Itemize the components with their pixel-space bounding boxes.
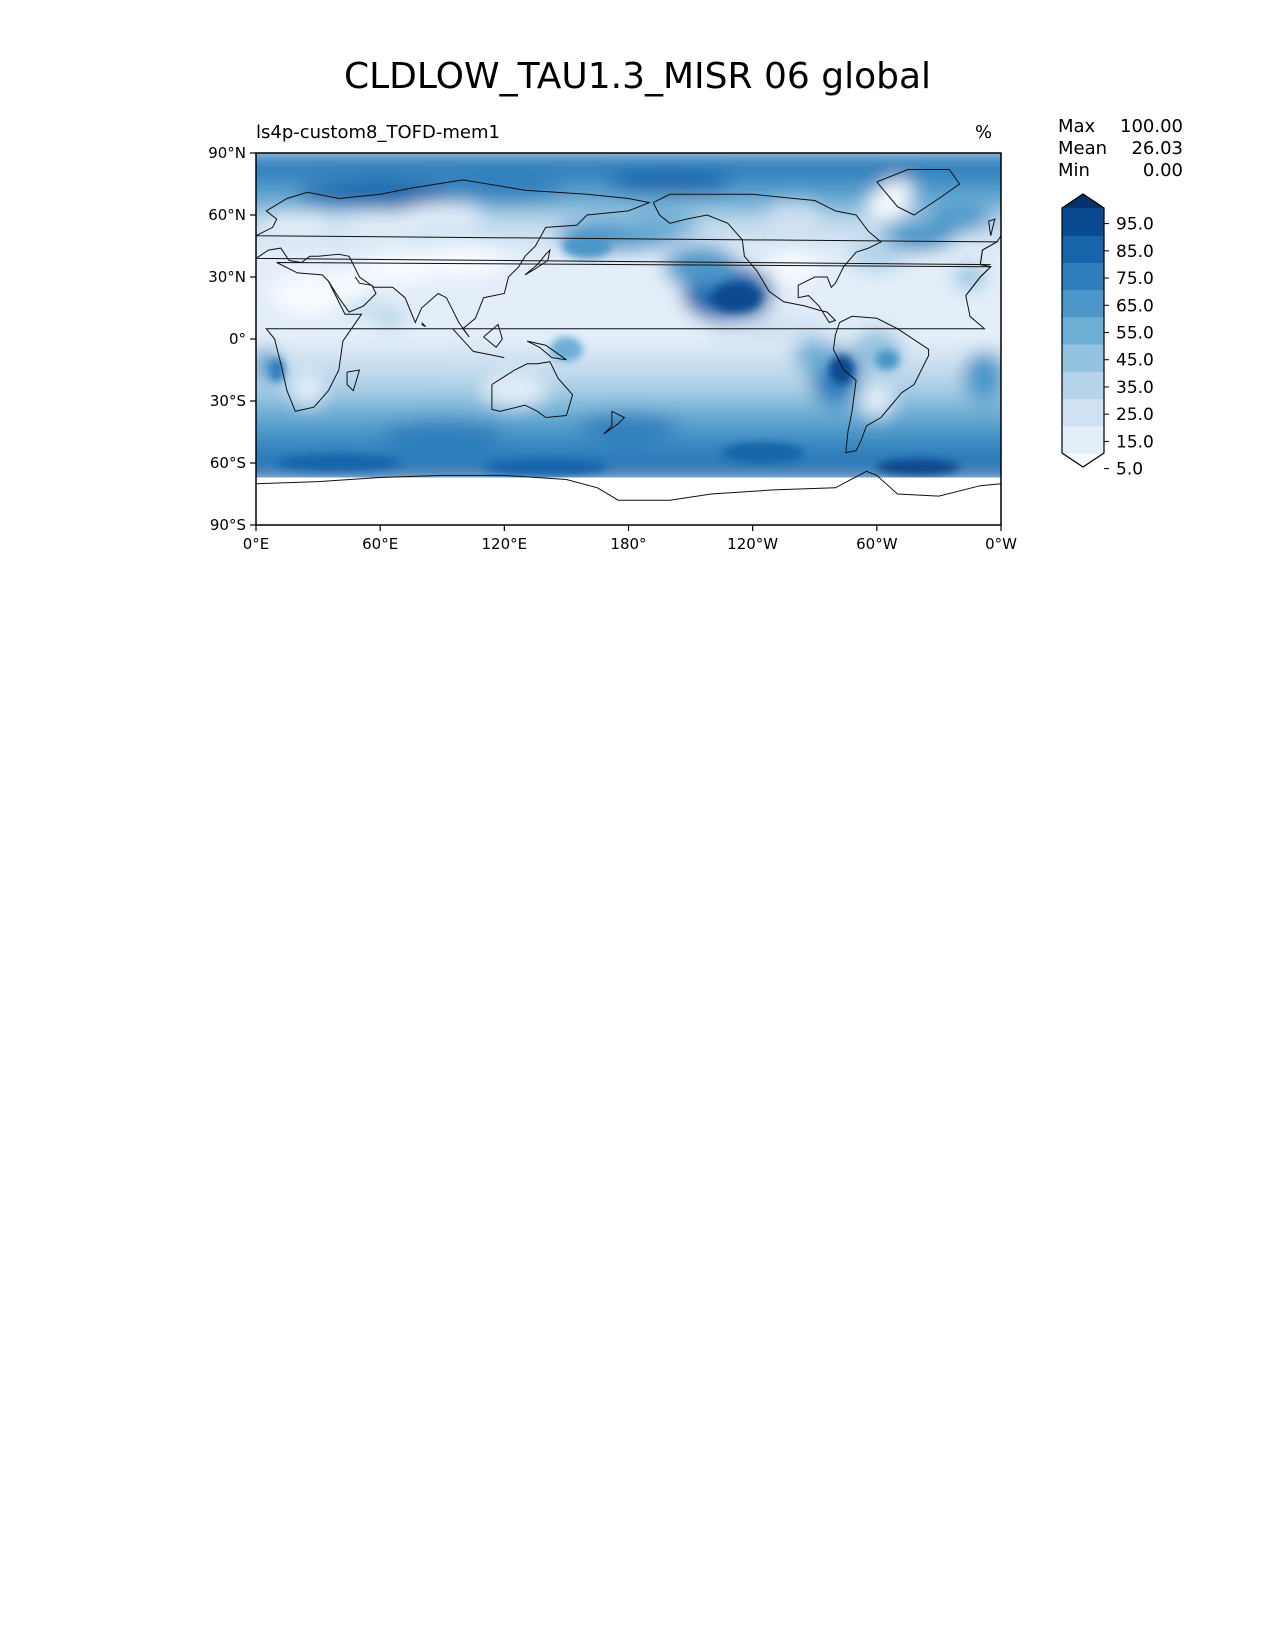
cloud-region xyxy=(953,265,986,290)
y-tick-label: 30°S xyxy=(209,392,246,410)
x-tick-label: 60°W xyxy=(856,535,898,553)
clear-region xyxy=(291,374,324,407)
stat-min-label: Min xyxy=(1058,160,1090,181)
x-tick-label: 0°E xyxy=(242,535,270,553)
clear-region xyxy=(260,213,335,238)
colorbar-extend-max xyxy=(1062,194,1104,208)
y-tick-label: 60°S xyxy=(209,454,246,472)
units-label: % xyxy=(975,122,993,143)
colorbar-label: 75.0 xyxy=(1116,269,1154,290)
cloud-region xyxy=(929,207,991,232)
cloud-region xyxy=(664,246,739,287)
colorbar-segment xyxy=(1062,290,1104,318)
colorbar-label: 95.0 xyxy=(1116,214,1154,235)
colorbar-label: 65.0 xyxy=(1116,296,1154,317)
x-tick-label: 180° xyxy=(610,535,647,553)
clear-region xyxy=(860,384,893,417)
y-tick-label: 30°N xyxy=(208,268,246,286)
clear-region xyxy=(504,271,545,304)
colorbar-segment xyxy=(1062,399,1104,427)
y-tick-label: 90°S xyxy=(209,516,246,534)
cloud-region xyxy=(722,442,805,463)
colorbar-segment xyxy=(1062,426,1104,454)
colorbar-label: 55.0 xyxy=(1116,323,1154,344)
cloud-region xyxy=(380,420,504,445)
cloud-region xyxy=(422,347,505,372)
stat-mean-value: 26.03 xyxy=(1131,138,1183,159)
cloud-region xyxy=(877,459,960,476)
cloud-region xyxy=(484,459,608,476)
cloud-region xyxy=(794,339,835,372)
colorbar-extend-min xyxy=(1062,453,1104,467)
y-tick-label: 60°N xyxy=(208,206,246,224)
cloud-region xyxy=(848,240,906,273)
cloud-region xyxy=(562,234,612,259)
y-axis xyxy=(208,144,256,534)
lat-band xyxy=(226,391,1031,406)
field-soft-layer xyxy=(226,153,1031,478)
colorbar xyxy=(1062,194,1154,480)
cloud-region xyxy=(711,283,761,312)
colorbar-segment xyxy=(1062,317,1104,345)
cloud-region xyxy=(277,455,401,472)
no-data-antarctica xyxy=(256,477,1001,525)
map-subtitle: ls4p-custom8_TOFD-mem1 xyxy=(256,122,500,143)
cloud-region xyxy=(618,213,701,238)
y-tick-label: 90°N xyxy=(208,144,246,162)
colorbar-segment xyxy=(1062,208,1104,236)
cloud-region xyxy=(577,413,680,438)
lat-band xyxy=(226,153,1031,179)
x-tick-label: 120°W xyxy=(727,535,779,553)
cloud-region xyxy=(442,180,566,201)
colorbar-segment xyxy=(1062,371,1104,399)
clear-region xyxy=(881,180,914,201)
colorbar-label: 5.0 xyxy=(1116,459,1144,480)
y-tick-label: 0° xyxy=(228,330,246,348)
figure-title: CLDLOW_TAU1.3_MISR 06 global xyxy=(343,56,932,97)
x-tick-label: 0°W xyxy=(985,535,1017,553)
lat-band xyxy=(226,349,1031,371)
lat-band xyxy=(226,329,1031,351)
cloud-region xyxy=(875,349,900,370)
colorbar-label: 25.0 xyxy=(1116,405,1154,426)
colorbar-segment xyxy=(1062,262,1104,290)
clear-region xyxy=(765,203,823,228)
clear-region xyxy=(401,203,484,228)
cloud-region xyxy=(374,308,407,329)
stat-max-value: 100.00 xyxy=(1120,116,1183,137)
cloud-region xyxy=(608,174,732,195)
cloud-region xyxy=(964,351,1005,401)
colorbar-label: 35.0 xyxy=(1116,377,1154,398)
x-tick-label: 120°E xyxy=(481,535,528,553)
colorbar-label: 45.0 xyxy=(1116,350,1154,371)
colorbar-label: 85.0 xyxy=(1116,241,1154,262)
colorbar-segment xyxy=(1062,235,1104,263)
stat-min-value: 0.00 xyxy=(1142,160,1183,181)
cloud-fraction-field xyxy=(226,153,1031,525)
stat-mean-label: Mean xyxy=(1058,138,1108,159)
colorbar-label: 15.0 xyxy=(1116,432,1154,453)
x-tick-label: 60°E xyxy=(362,535,399,553)
colorbar-segment xyxy=(1062,344,1104,372)
cloud-region xyxy=(829,356,854,385)
x-axis xyxy=(243,525,1017,553)
stat-max-label: Max xyxy=(1058,116,1096,137)
